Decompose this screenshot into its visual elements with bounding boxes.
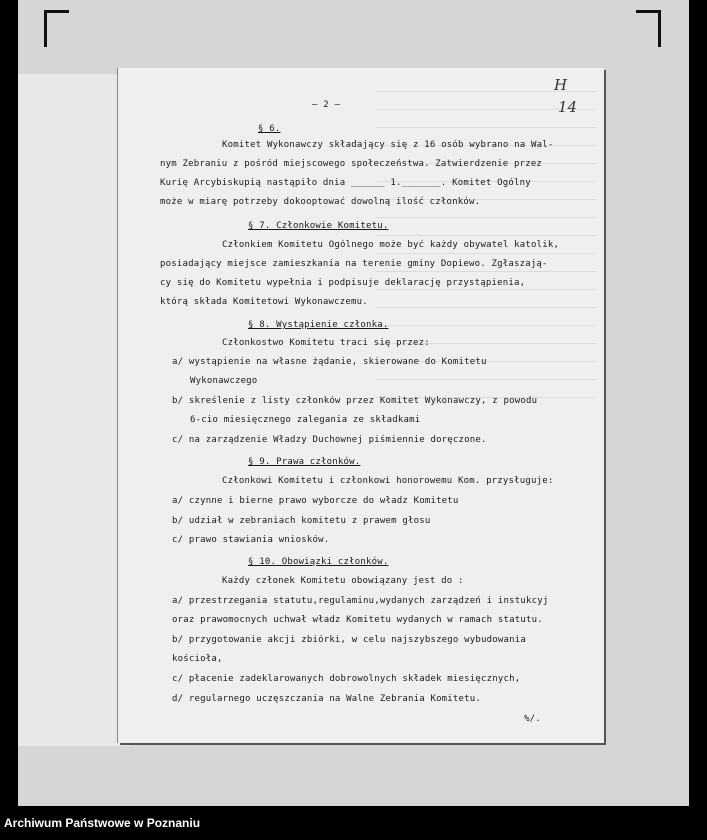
section-7-title: § 7. Członkowie Komitetu.	[248, 221, 389, 231]
list-item: a/ czynne i bierne prawo wyborcze do władz Komitetu	[172, 496, 459, 506]
list-item: a/ przestrzegania statutu,regulaminu,wydanych zarządzeń i instukcyj	[172, 596, 549, 606]
text-line: Członkiem Komitetu Ogólnego może być każdy obywatel katolik,	[222, 240, 560, 250]
scan-frame	[18, 0, 689, 806]
page-number: — 2 —	[312, 100, 341, 110]
crop-mark-top-left	[44, 10, 69, 47]
handwritten-mark: H	[554, 76, 568, 94]
section-10-title: § 10. Obowiązki członków.	[248, 557, 389, 567]
underlying-sheet	[18, 74, 130, 746]
text-line: może w miarę potrzeby dokooptować dowolną ilość członków.	[160, 197, 481, 207]
text-line: posiadający miejsce zamieszkania na terenie gminy Dopiewo. Zgłaszają-	[160, 259, 548, 269]
margin-number: 34	[0, 30, 16, 43]
list-item-cont: oraz prawomocnych uchwał władz Komitetu wydanych w ramach statutu.	[172, 615, 543, 625]
section-8-title: § 8. Wystąpienie członka.	[248, 320, 389, 330]
text-line: nym Zebraniu z pośród miejscowego społeczeństwa. Zatwierdzenie przez	[160, 159, 543, 169]
text-line: którą składa Komitetowi Wykonawczemu.	[160, 297, 368, 307]
list-item-cont: 6-cio miesięcznego zalegania ze składkami	[190, 415, 421, 425]
list-item: d/ regularnego uczęszczania na Walne Zebrania Komitetu.	[172, 694, 482, 704]
list-item: b/ udział w zebraniach komitetu z prawem głosu	[172, 516, 431, 526]
text-line: Kurię Arcybiskupią nastąpiło dnia ______ 1._______. Komitet Ogólny	[160, 178, 531, 188]
list-item: c/ płacenie zadeklarowanych dobrowolnych składek miesięcznych,	[172, 674, 521, 684]
text-line: Członkowi Komitetu i członkowi honorowemu Kom. przysługuje:	[222, 476, 554, 486]
section-9-title: § 9. Prawa członków.	[248, 457, 361, 467]
continuation-mark: %/.	[524, 714, 541, 724]
bleed-through-text	[376, 78, 596, 398]
archive-credit: Archiwum Państwowe w Poznaniu	[4, 816, 201, 830]
text-line: Członkostwo Komitetu traci się przez:	[222, 338, 430, 348]
document-page	[118, 68, 604, 743]
list-item: b/ przygotowanie akcji zbiórki, w celu najszybszego wybudowania	[172, 635, 526, 645]
text-line: Komitet Wykonawczy składający się z 16 osób wybrano na Wal-	[222, 140, 554, 150]
text-line: Każdy członek Komitetu obowiązany jest do :	[222, 576, 464, 586]
list-item-cont: kościoła,	[172, 654, 223, 664]
list-item: b/ skreślenie z listy członków przez Komitet Wykonawczy, z powodu	[172, 396, 538, 406]
list-item: c/ na zarządzenie Władzy Duchownej piśmiennie doręczone.	[172, 435, 487, 445]
text-line: cy się do Komitetu wypełnia i podpisuje deklarację przystąpienia,	[160, 278, 526, 288]
list-item: a/ wystąpienie na własne żądanie, skierowane do Komitetu	[172, 357, 487, 367]
section-6-title: § 6.	[258, 124, 281, 134]
list-item: c/ prawo stawiania wniosków.	[172, 535, 330, 545]
list-item-cont: Wykonawczego	[190, 376, 258, 386]
crop-mark-top-right	[636, 10, 661, 47]
handwritten-page-number: 14	[558, 98, 578, 116]
